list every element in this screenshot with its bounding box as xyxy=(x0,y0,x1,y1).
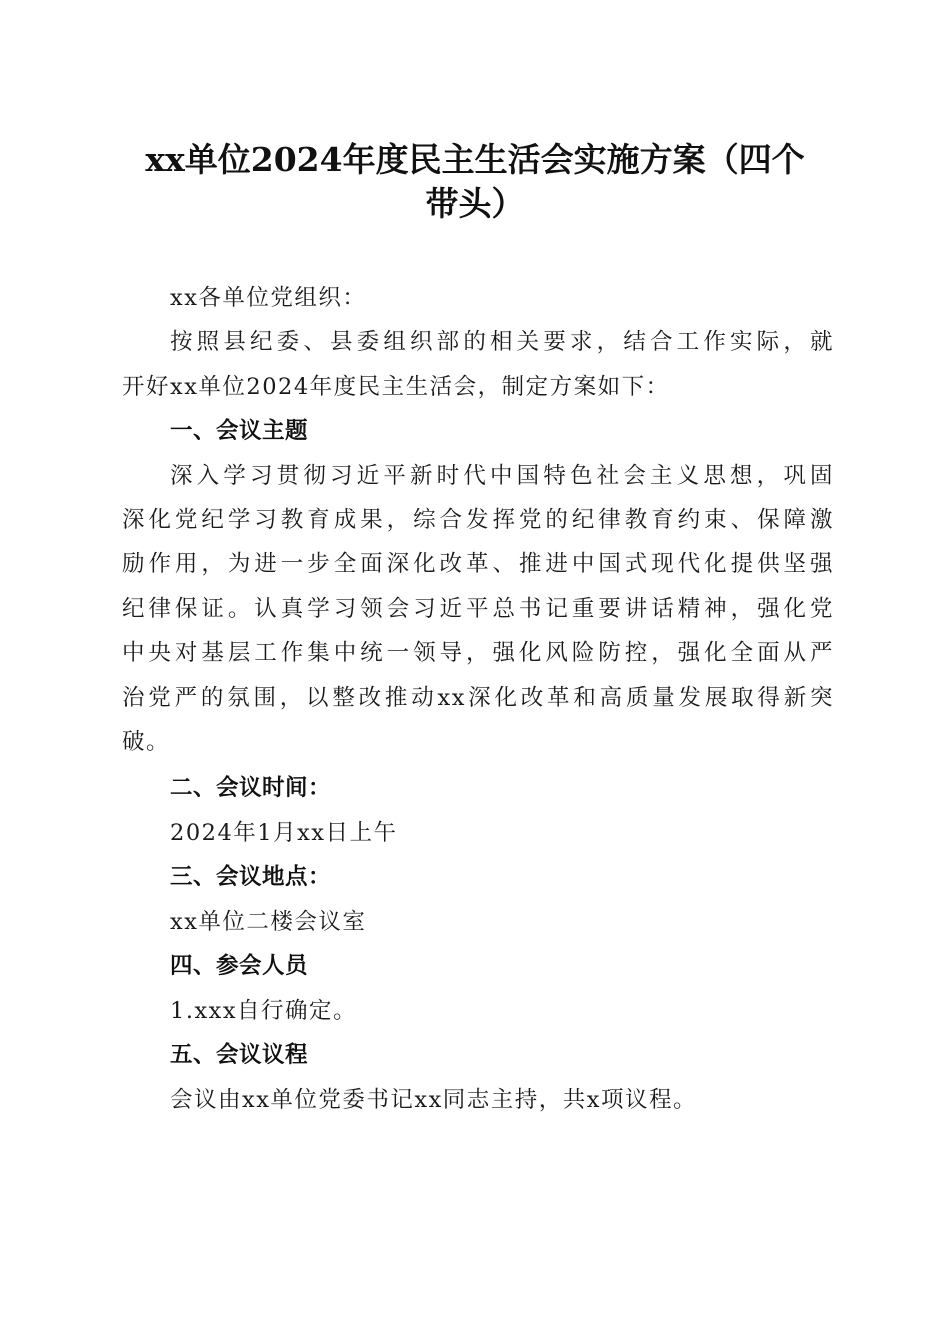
title-line-2: 带头） xyxy=(425,184,525,223)
title-line-1: xx单位2024年度民主生活会实施方案（四个 xyxy=(145,140,805,179)
theme-paragraph-line: 深化党纪学习教育成果，综合发挥党的纪律教育约束、保障激 xyxy=(122,507,834,533)
salutation: xx各单位党组织： xyxy=(170,285,367,311)
theme-paragraph-line: 破。 xyxy=(122,729,171,755)
document-title xyxy=(100,138,850,226)
theme-paragraph-line: 纪律保证。认真学习领会习近平总书记重要讲话精神，强化党 xyxy=(122,596,834,622)
section-heading-attendees: 四、参会人员 xyxy=(170,953,309,979)
section-heading-place: 三、会议地点： xyxy=(170,864,332,890)
meeting-time-value: 2024年1月xx日上午 xyxy=(170,820,398,846)
section-heading-theme: 一、会议主题 xyxy=(170,418,309,444)
attendees-value: 1.xxx自行确定。 xyxy=(170,998,358,1024)
theme-paragraph-line: 中央对基层工作集中统一领导，强化风险防控，强化全面从严 xyxy=(122,640,834,666)
theme-paragraph-line: 治党严的氛围，以整改推动xx深化改革和高质量发展取得新突 xyxy=(122,685,834,711)
theme-paragraph-line: 励作用，为进一步全面深化改革、推进中国式现代化提供坚强 xyxy=(122,551,834,577)
intro-line-2: 开好xx单位2024年度民主生活会，制定方案如下： xyxy=(122,374,670,400)
agenda-value: 会议由xx单位党委书记xx同志主持，共x项议程。 xyxy=(170,1087,697,1113)
theme-paragraph-line: 深入学习贯彻习近平新时代中国特色社会主义思想，巩固 xyxy=(170,463,834,489)
intro-line-1: 按照县纪委、县委组织部的相关要求，结合工作实际，就 xyxy=(170,329,834,355)
section-heading-agenda: 五、会议议程 xyxy=(170,1042,309,1068)
section-heading-time: 二、会议时间： xyxy=(170,775,332,801)
meeting-place-value: xx单位二楼会议室 xyxy=(170,909,367,935)
